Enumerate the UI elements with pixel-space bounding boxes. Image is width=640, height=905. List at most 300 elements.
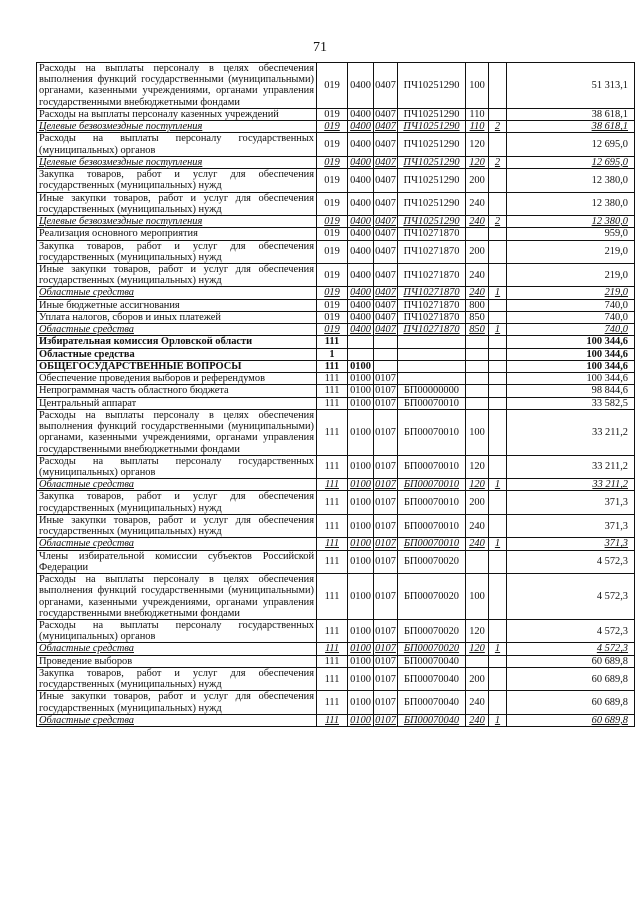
section-code-cell: 0100 (348, 397, 374, 409)
funding-source-cell (489, 574, 507, 620)
ministry-code-cell: 111 (317, 538, 348, 550)
amount-cell: 959,0 (507, 228, 635, 240)
expense-type-cell: 100 (466, 409, 489, 455)
amount-cell: 740,0 (507, 299, 635, 311)
funding-source-cell (489, 373, 507, 385)
table-row (37, 667, 635, 690)
ministry-code-cell: 111 (317, 373, 348, 385)
subsection-code-cell: 0407 (375, 324, 396, 336)
amount-cell: 219,0 (507, 240, 635, 263)
table-row (37, 455, 635, 478)
section-code-cell: 0100 (348, 373, 374, 385)
funding-source-cell (489, 491, 507, 514)
expense-type-cell: 850 (466, 324, 489, 336)
amount-cell: 100 344,6 (507, 336, 635, 348)
funding-source-cell: 1 (489, 538, 507, 550)
section-code-cell: 0400 (348, 228, 374, 240)
ministry-code-cell: 019 (317, 169, 348, 192)
amount-cell: 12 380,0 (507, 216, 635, 228)
table-row (37, 385, 635, 397)
expense-type-cell: 200 (466, 240, 489, 263)
expense-type-cell: 100 (466, 63, 489, 109)
ministry-code-cell: 019 (317, 216, 348, 228)
ministry-code-cell: 111 (317, 397, 348, 409)
subsection-code-cell: 0407 (375, 121, 396, 133)
table-row (37, 348, 635, 360)
target-article-cell: ПЧ10251290 (398, 63, 466, 109)
subsection-code-cell: 0107 (375, 714, 396, 726)
row-name-cell: Расходы на выплаты персоналу в целях обеспечения выполнения функций государственными (муниципальными) органами, казенными учреждениями, органами управления государственными внебюджетными фондами (37, 409, 317, 455)
table-row (37, 228, 635, 240)
row-name-cell: Расходы на выплаты персоналу государственных (муниципальных) органов (37, 620, 317, 643)
funding-source-cell (489, 455, 507, 478)
section-code-cell: 0100 (348, 691, 374, 714)
expense-type-cell: 240 (466, 216, 489, 228)
section-code-cell: 0100 (348, 643, 374, 655)
expense-type-cell: 200 (466, 491, 489, 514)
row-name-cell: Центральный аппарат (37, 397, 317, 409)
row-name-cell: Расходы на выплаты персоналу государственных (муниципальных) органов (37, 133, 317, 156)
subsection-code-cell: 0107 (375, 655, 396, 667)
funding-source-cell: 1 (489, 287, 507, 299)
subsection-code-cell: 0107 (374, 514, 398, 537)
ministry-code-cell: 019 (317, 192, 348, 215)
expense-type-cell: 110 (466, 121, 489, 133)
funding-source-cell (489, 108, 507, 120)
subsection-code-cell (374, 336, 398, 348)
section-code-cell: 0100 (348, 385, 374, 397)
row-name-cell: Областные средства (37, 348, 317, 360)
target-article-cell: БП00070010 (398, 409, 466, 455)
ministry-code-cell: 019 (317, 263, 348, 286)
amount-cell: 33 211,2 (507, 455, 635, 478)
section-code-cell: 0400 (348, 216, 374, 228)
funding-source-cell (489, 667, 507, 690)
amount-cell: 12 380,0 (507, 192, 635, 215)
section-code-cell: 0400 (348, 108, 374, 120)
row-name-cell: Закупка товаров, работ и услуг для обеспечения государственных (муниципальных) нужд (37, 667, 317, 690)
section-code-cell: 0400 (348, 133, 374, 156)
amount-cell: 371,3 (507, 491, 635, 514)
subsection-code-cell: 0407 (374, 169, 398, 192)
funding-source-cell (489, 228, 507, 240)
target-article-cell: ПЧ10251290 (398, 133, 466, 156)
section-code-cell: 0100 (348, 360, 374, 372)
subsection-code-cell: 0407 (374, 240, 398, 263)
expense-type-cell: 240 (466, 192, 489, 215)
expense-type-cell (466, 373, 489, 385)
amount-cell: 371,3 (507, 514, 635, 537)
amount-cell: 100 344,6 (507, 373, 635, 385)
table-row (37, 479, 635, 491)
row-name-cell: Избирательная комиссия Орловской области (37, 336, 317, 348)
target-article-cell: БП00070040 (398, 655, 466, 667)
row-name-cell: Областные средства (37, 714, 317, 726)
target-article-cell: БП00070040 (398, 714, 466, 726)
ministry-code-cell: 019 (317, 324, 348, 336)
funding-source-cell: 2 (489, 156, 507, 168)
section-code-cell: 0100 (348, 655, 374, 667)
amount-cell: 60 689,8 (507, 655, 635, 667)
target-article-cell: ПЧ10271870 (398, 240, 466, 263)
funding-source-cell (489, 133, 507, 156)
table-row (37, 538, 635, 550)
table-row (37, 620, 635, 643)
amount-cell: 12 380,0 (507, 169, 635, 192)
page-number: 71 (313, 40, 327, 55)
expense-type-cell: 850 (466, 311, 489, 323)
section-code-cell: 0400 (348, 324, 374, 336)
ministry-code-cell: 111 (317, 491, 348, 514)
row-name-cell: Обеспечение проведения выборов и референдумов (37, 373, 317, 385)
row-name-cell: Проведение выборов (37, 655, 317, 667)
subsection-code-cell: 0107 (374, 455, 398, 478)
subsection-code-cell: 0107 (375, 643, 396, 655)
section-code-cell: 0100 (348, 409, 374, 455)
target-article-cell: ПЧ10271870 (398, 263, 466, 286)
subsection-code-cell: 0407 (374, 133, 398, 156)
table-row (37, 216, 635, 228)
expense-type-cell: 240 (466, 263, 489, 286)
target-article-cell: БП00070010 (398, 514, 466, 537)
section-code-cell: 0400 (348, 192, 374, 215)
row-name-cell: Иные закупки товаров, работ и услуг для обеспечения государственных (муниципальных) нужд (37, 192, 317, 215)
amount-cell: 219,0 (507, 263, 635, 286)
subsection-code-cell: 0407 (375, 156, 396, 168)
amount-cell: 60 689,8 (507, 714, 635, 726)
table-row (37, 409, 635, 455)
funding-source-cell: 2 (489, 121, 507, 133)
ministry-code-cell: 019 (317, 299, 348, 311)
funding-source-cell: 1 (489, 324, 507, 336)
ministry-code-cell: 111 (317, 667, 348, 690)
subsection-code-cell: 0107 (375, 479, 396, 491)
amount-cell: 4 572,3 (507, 643, 635, 655)
table-row (37, 240, 635, 263)
section-code-cell: 0100 (348, 514, 374, 537)
funding-source-cell (489, 311, 507, 323)
section-code-cell: 0100 (348, 620, 374, 643)
target-article-cell: БП00070020 (398, 574, 466, 620)
section-code-cell: 0400 (348, 263, 374, 286)
subsection-code-cell: 0107 (374, 620, 398, 643)
subsection-code-cell: 0107 (374, 491, 398, 514)
table-row (37, 373, 635, 385)
subsection-code-cell (374, 360, 398, 372)
row-name-cell: Областные средства (37, 538, 317, 550)
section-code-cell: 0100 (348, 491, 374, 514)
expense-type-cell: 200 (466, 169, 489, 192)
ministry-code-cell: 019 (317, 121, 348, 133)
target-article-cell: ПЧ10251290 (398, 156, 466, 168)
funding-source-cell: 1 (489, 479, 507, 491)
row-name-cell: Расходы на выплаты персоналу казенных учреждений (37, 108, 317, 120)
section-code-cell: 0400 (348, 63, 374, 109)
table-row (37, 655, 635, 667)
row-name-cell: Непрограммная часть областного бюджета (37, 385, 317, 397)
target-article-cell (398, 373, 466, 385)
row-name-cell: Расходы на выплаты персоналу в целях обеспечения выполнения функций государственными (муниципальными) органами, казенными учреждениями, органами управления государственными внебюджетными фондами (37, 63, 317, 109)
table-row (37, 691, 635, 714)
ministry-code-cell: 111 (317, 514, 348, 537)
amount-cell: 740,0 (507, 311, 635, 323)
table-row (37, 299, 635, 311)
row-name-cell: Областные средства (37, 479, 317, 491)
ministry-code-cell: 111 (317, 655, 348, 667)
amount-cell: 4 572,3 (507, 620, 635, 643)
ministry-code-cell: 111 (317, 479, 348, 491)
row-name-cell: Реализация основного мероприятия (37, 228, 317, 240)
subsection-code-cell: 0107 (374, 409, 398, 455)
expense-type-cell: 120 (466, 620, 489, 643)
ministry-code-cell: 111 (317, 643, 348, 655)
amount-cell: 12 695,0 (507, 156, 635, 168)
subsection-code-cell: 0407 (375, 228, 396, 240)
ministry-code-cell: 111 (317, 714, 348, 726)
expense-type-cell: 110 (466, 108, 489, 120)
ministry-code-cell: 019 (317, 228, 348, 240)
target-article-cell: БП00070010 (398, 397, 466, 409)
expense-type-cell: 120 (466, 156, 489, 168)
row-name-cell: Расходы на выплаты персоналу государственных (муниципальных) органов (37, 455, 317, 478)
funding-source-cell (489, 336, 507, 348)
table-row (37, 514, 635, 537)
target-article-cell (398, 348, 466, 360)
table-row (37, 156, 635, 168)
funding-source-cell (489, 169, 507, 192)
section-code-cell: 0100 (348, 479, 374, 491)
budget-table (36, 62, 635, 727)
ministry-code-cell: 111 (317, 385, 348, 397)
expense-type-cell (466, 655, 489, 667)
section-code-cell: 0100 (348, 538, 374, 550)
amount-cell: 33 582,5 (507, 397, 635, 409)
ministry-code-cell: 111 (317, 455, 348, 478)
expense-type-cell (466, 336, 489, 348)
amount-cell: 33 211,2 (507, 479, 635, 491)
funding-source-cell (489, 299, 507, 311)
ministry-code-cell: 111 (317, 691, 348, 714)
funding-source-cell (489, 240, 507, 263)
expense-type-cell: 240 (466, 691, 489, 714)
funding-source-cell (489, 385, 507, 397)
target-article-cell (398, 360, 466, 372)
funding-source-cell (489, 192, 507, 215)
subsection-code-cell: 0107 (374, 574, 398, 620)
table-row (37, 643, 635, 655)
expense-type-cell: 200 (466, 667, 489, 690)
section-code-cell: 0100 (348, 455, 374, 478)
target-article-cell: БП00070010 (398, 455, 466, 478)
ministry-code-cell: 111 (317, 409, 348, 455)
ministry-code-cell: 019 (317, 133, 348, 156)
table-row (37, 121, 635, 133)
expense-type-cell (466, 550, 489, 573)
row-name-cell: Закупка товаров, работ и услуг для обеспечения государственных (муниципальных) нужд (37, 169, 317, 192)
subsection-code-cell: 0107 (375, 397, 396, 409)
expense-type-cell: 800 (466, 299, 489, 311)
subsection-code-cell: 0407 (374, 263, 398, 286)
expense-type-cell: 100 (466, 574, 489, 620)
table-row (37, 550, 635, 573)
subsection-code-cell: 0407 (374, 63, 398, 109)
target-article-cell: БП00070010 (398, 479, 466, 491)
table-row (37, 287, 635, 299)
ministry-code-cell: 019 (317, 287, 348, 299)
target-article-cell: ПЧ10251290 (398, 192, 466, 215)
funding-source-cell: 2 (489, 216, 507, 228)
funding-source-cell (489, 397, 507, 409)
ministry-code-cell: 019 (317, 63, 348, 109)
amount-cell: 100 344,6 (507, 348, 635, 360)
funding-source-cell: 1 (489, 714, 507, 726)
table-row (37, 263, 635, 286)
subsection-code-cell: 0107 (375, 538, 396, 550)
amount-cell: 4 572,3 (507, 550, 635, 573)
funding-source-cell (489, 514, 507, 537)
row-name-cell: Иные бюджетные ассигнования (37, 299, 317, 311)
target-article-cell: БП00070010 (398, 538, 466, 550)
expense-type-cell (466, 228, 489, 240)
row-name-cell: Закупка товаров, работ и услуг для обеспечения государственных (муниципальных) нужд (37, 240, 317, 263)
section-code-cell: 0400 (348, 287, 374, 299)
row-name-cell: Областные средства (37, 643, 317, 655)
row-name-cell: Областные средства (37, 324, 317, 336)
section-code-cell: 0400 (348, 169, 374, 192)
section-code-cell: 0400 (348, 299, 374, 311)
row-name-cell: Целевые безвозмездные поступления (37, 156, 317, 168)
subsection-code-cell (374, 348, 398, 360)
funding-source-cell (489, 360, 507, 372)
funding-source-cell (489, 620, 507, 643)
amount-cell: 60 689,8 (507, 667, 635, 690)
funding-source-cell (489, 63, 507, 109)
target-article-cell: БП00070040 (398, 667, 466, 690)
subsection-code-cell: 0107 (374, 691, 398, 714)
row-name-cell: Иные закупки товаров, работ и услуг для обеспечения государственных (муниципальных) нужд (37, 263, 317, 286)
row-name-cell: Расходы на выплаты персоналу в целях обеспечения выполнения функций государственными (муниципальными) органами, казенными учреждениями, органами управления государственными внебюджетными фондами (37, 574, 317, 620)
target-article-cell: БП00070040 (398, 691, 466, 714)
section-code-cell: 0100 (348, 574, 374, 620)
expense-type-cell (466, 360, 489, 372)
amount-cell: 12 695,0 (507, 133, 635, 156)
expense-type-cell: 120 (466, 643, 489, 655)
section-code-cell: 0400 (348, 156, 374, 168)
table-row (37, 397, 635, 409)
expense-type-cell: 240 (466, 514, 489, 537)
amount-cell: 98 844,6 (507, 385, 635, 397)
subsection-code-cell: 0107 (374, 667, 398, 690)
subsection-code-cell: 0107 (374, 550, 398, 573)
ministry-code-cell: 019 (317, 108, 348, 120)
subsection-code-cell: 0407 (375, 108, 396, 120)
subsection-code-cell: 0407 (375, 299, 396, 311)
amount-cell: 4 572,3 (507, 574, 635, 620)
row-name-cell: ОБЩЕГОСУДАРСТВЕННЫЕ ВОПРОСЫ (37, 360, 317, 372)
amount-cell: 740,0 (507, 324, 635, 336)
amount-cell: 38 618,1 (507, 121, 635, 133)
target-article-cell (398, 336, 466, 348)
target-article-cell: БП00070020 (398, 643, 466, 655)
table-row (37, 311, 635, 323)
amount-cell: 38 618,1 (507, 108, 635, 120)
table-row (37, 360, 635, 372)
row-name-cell: Целевые безвозмездные поступления (37, 121, 317, 133)
amount-cell: 33 211,2 (507, 409, 635, 455)
section-code-cell: 0400 (348, 121, 374, 133)
amount-cell: 51 313,1 (507, 63, 635, 109)
target-article-cell: БП00070020 (398, 620, 466, 643)
subsection-code-cell: 0407 (375, 311, 396, 323)
amount-cell: 60 689,8 (507, 691, 635, 714)
expense-type-cell: 120 (466, 455, 489, 478)
subsection-code-cell: 0407 (374, 192, 398, 215)
target-article-cell: ПЧ10251290 (398, 108, 466, 120)
funding-source-cell (489, 550, 507, 573)
funding-source-cell: 1 (489, 643, 507, 655)
table-row (37, 714, 635, 726)
subsection-code-cell: 0407 (375, 287, 396, 299)
subsection-code-cell: 0407 (375, 216, 396, 228)
funding-source-cell (489, 409, 507, 455)
expense-type-cell (466, 385, 489, 397)
target-article-cell: ПЧ10271870 (398, 299, 466, 311)
funding-source-cell (489, 655, 507, 667)
ministry-code-cell: 111 (317, 574, 348, 620)
expense-type-cell: 120 (466, 133, 489, 156)
section-code-cell: 0400 (348, 240, 374, 263)
expense-type-cell: 240 (466, 287, 489, 299)
table-row (37, 574, 635, 620)
row-name-cell: Закупка товаров, работ и услуг для обеспечения государственных (муниципальных) нужд (37, 491, 317, 514)
target-article-cell: ПЧ10271870 (398, 324, 466, 336)
subsection-code-cell: 0107 (375, 373, 396, 385)
section-code-cell: 0400 (348, 311, 374, 323)
ministry-code-cell: 1 (317, 348, 348, 360)
ministry-code-cell: 111 (317, 620, 348, 643)
table-row (37, 192, 635, 215)
table-row (37, 491, 635, 514)
expense-type-cell: 240 (466, 714, 489, 726)
ministry-code-cell: 111 (317, 360, 348, 372)
target-article-cell: ПЧ10251290 (398, 121, 466, 133)
row-name-cell: Областные средства (37, 287, 317, 299)
target-article-cell: БП00000000 (398, 385, 466, 397)
ministry-code-cell: 111 (317, 336, 348, 348)
table-row (37, 63, 635, 109)
row-name-cell: Иные закупки товаров, работ и услуг для обеспечения государственных (муниципальных) нужд (37, 514, 317, 537)
table-row (37, 108, 635, 120)
table-row (37, 169, 635, 192)
section-code-cell (348, 348, 374, 360)
expense-type-cell: 120 (466, 479, 489, 491)
section-code-cell: 0100 (348, 550, 374, 573)
target-article-cell: ПЧ10271870 (398, 311, 466, 323)
section-code-cell: 0100 (348, 714, 374, 726)
ministry-code-cell: 019 (317, 240, 348, 263)
table-row (37, 133, 635, 156)
target-article-cell: ПЧ10251290 (398, 216, 466, 228)
target-article-cell: ПЧ10251290 (398, 169, 466, 192)
funding-source-cell (489, 348, 507, 360)
amount-cell: 100 344,6 (507, 360, 635, 372)
subsection-code-cell: 0107 (375, 385, 396, 397)
row-name-cell: Иные закупки товаров, работ и услуг для обеспечения государственных (муниципальных) нужд (37, 691, 317, 714)
target-article-cell: БП00070010 (398, 491, 466, 514)
amount-cell: 219,0 (507, 287, 635, 299)
ministry-code-cell: 019 (317, 156, 348, 168)
ministry-code-cell: 019 (317, 311, 348, 323)
